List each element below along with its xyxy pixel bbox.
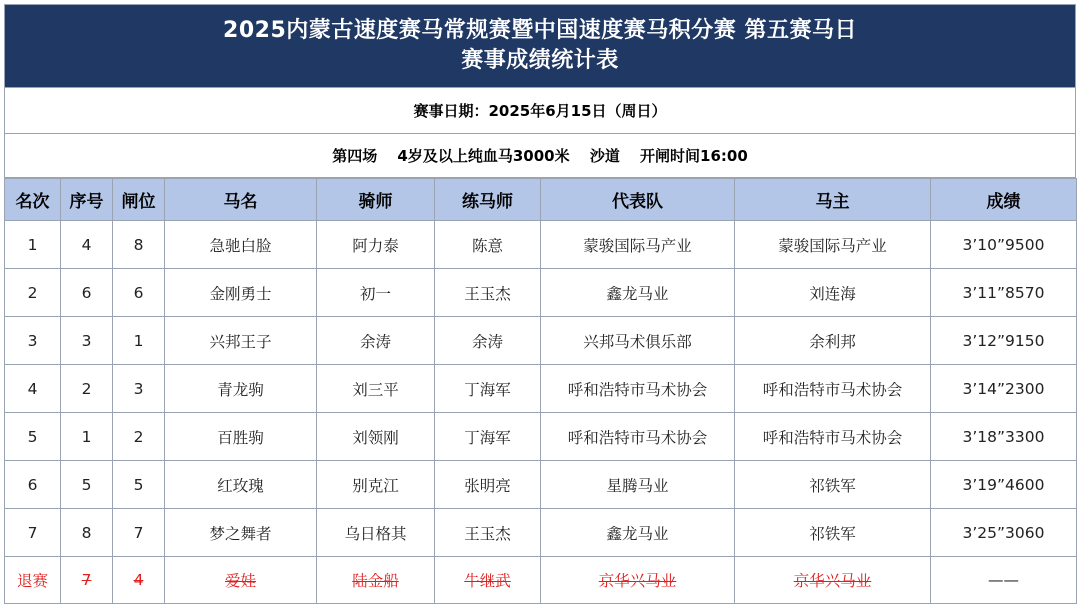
- title-line-1: 2025内蒙古速度赛马常规赛暨中国速度赛马积分赛 第五赛马日: [223, 18, 857, 43]
- cell-horse: 爱娃: [165, 557, 317, 604]
- cell-trainer: 丁海军: [435, 413, 541, 461]
- cell-number: 3: [61, 317, 113, 365]
- race-info: 第四场 4岁及以上纯血马3000米 沙道 开闸时间16:00: [4, 134, 1076, 178]
- cell-rank: 4: [5, 365, 61, 413]
- cell-horse: 急驰白脸: [165, 221, 317, 269]
- cell-gate: 2: [113, 413, 165, 461]
- table-row: [5, 413, 1077, 461]
- cell-number: 6: [61, 269, 113, 317]
- table-row: [5, 365, 1077, 413]
- col-header-rank: 名次: [5, 179, 61, 221]
- cell-jockey: 阿力泰: [317, 221, 435, 269]
- cell-trainer: 王玉杰: [435, 269, 541, 317]
- col-header-gate: 闸位: [113, 179, 165, 221]
- cell-time: 3’18”3300: [931, 413, 1077, 461]
- cell-team: 兴邦马术俱乐部: [541, 317, 735, 365]
- cell-team: 呼和浩特市马术协会: [541, 413, 735, 461]
- cell-number: 7: [61, 557, 113, 604]
- cell-gate: 4: [113, 557, 165, 604]
- cell-owner: 呼和浩特市马术协会: [735, 413, 931, 461]
- col-header-team: 代表队: [541, 179, 735, 221]
- col-header-time: 成绩: [931, 179, 1077, 221]
- cell-gate: 5: [113, 461, 165, 509]
- cell-time: 3’12”9150: [931, 317, 1077, 365]
- cell-horse: 梦之舞者: [165, 509, 317, 557]
- withdrawn-row: [5, 557, 1077, 604]
- cell-team: 蒙骏国际马产业: [541, 221, 735, 269]
- table-row: [5, 317, 1077, 365]
- cell-number: 8: [61, 509, 113, 557]
- cell-horse: 红玫瑰: [165, 461, 317, 509]
- table-header-row: [5, 179, 1077, 221]
- title-line-2: 赛事成绩统计表: [461, 48, 619, 73]
- cell-rank: 5: [5, 413, 61, 461]
- cell-rank: 7: [5, 509, 61, 557]
- cell-owner: 呼和浩特市马术协会: [735, 365, 931, 413]
- cell-time: 3’11”8570: [931, 269, 1077, 317]
- cell-owner: 京华兴马业: [735, 557, 931, 604]
- sheet-title: [4, 4, 1076, 88]
- cell-owner: 祁铁军: [735, 461, 931, 509]
- cell-gate: 6: [113, 269, 165, 317]
- cell-horse: 兴邦王子: [165, 317, 317, 365]
- cell-time: 3’10”9500: [931, 221, 1077, 269]
- cell-trainer: 牛继武: [435, 557, 541, 604]
- col-header-trainer: 练马师: [435, 179, 541, 221]
- col-header-horse: 马名: [165, 179, 317, 221]
- cell-team: 鑫龙马业: [541, 509, 735, 557]
- cell-gate: 1: [113, 317, 165, 365]
- cell-number: 1: [61, 413, 113, 461]
- cell-trainer: 王玉杰: [435, 509, 541, 557]
- cell-jockey: 刘三平: [317, 365, 435, 413]
- cell-time: 3’19”4600: [931, 461, 1077, 509]
- cell-number: 4: [61, 221, 113, 269]
- cell-rank: 1: [5, 221, 61, 269]
- col-header-number: 序号: [61, 179, 113, 221]
- cell-trainer: 丁海军: [435, 365, 541, 413]
- cell-horse: 金刚勇士: [165, 269, 317, 317]
- cell-jockey: 余涛: [317, 317, 435, 365]
- table-row: [5, 461, 1077, 509]
- table-row: [5, 269, 1077, 317]
- cell-jockey: 陆金船: [317, 557, 435, 604]
- cell-time: 3’25”3060: [931, 509, 1077, 557]
- cell-rank: 3: [5, 317, 61, 365]
- race-date: 赛事日期：2025年6月15日（周日）: [4, 88, 1076, 134]
- cell-gate: 3: [113, 365, 165, 413]
- results-table: [4, 178, 1077, 604]
- cell-gate: 8: [113, 221, 165, 269]
- cell-time: ——: [931, 557, 1077, 604]
- cell-horse: 青龙驹: [165, 365, 317, 413]
- cell-jockey: 刘领刚: [317, 413, 435, 461]
- cell-rank: 6: [5, 461, 61, 509]
- cell-number: 2: [61, 365, 113, 413]
- cell-owner: 祁铁军: [735, 509, 931, 557]
- table-row: [5, 509, 1077, 557]
- cell-owner: 刘连海: [735, 269, 931, 317]
- cell-status-withdrawn: 退赛: [5, 557, 61, 604]
- cell-gate: 7: [113, 509, 165, 557]
- cell-time: 3’14”2300: [931, 365, 1077, 413]
- col-header-jockey: 骑师: [317, 179, 435, 221]
- cell-team: 呼和浩特市马术协会: [541, 365, 735, 413]
- cell-number: 5: [61, 461, 113, 509]
- cell-owner: 蒙骏国际马产业: [735, 221, 931, 269]
- cell-team: 鑫龙马业: [541, 269, 735, 317]
- cell-trainer: 余涛: [435, 317, 541, 365]
- cell-team: 京华兴马业: [541, 557, 735, 604]
- cell-owner: 余利邦: [735, 317, 931, 365]
- cell-jockey: 初一: [317, 269, 435, 317]
- cell-jockey: 别克江: [317, 461, 435, 509]
- col-header-owner: 马主: [735, 179, 931, 221]
- cell-jockey: 乌日格其: [317, 509, 435, 557]
- table-row: [5, 221, 1077, 269]
- cell-team: 星腾马业: [541, 461, 735, 509]
- cell-horse: 百胜驹: [165, 413, 317, 461]
- results-sheet: [4, 4, 1076, 604]
- cell-trainer: 张明亮: [435, 461, 541, 509]
- cell-trainer: 陈意: [435, 221, 541, 269]
- cell-rank: 2: [5, 269, 61, 317]
